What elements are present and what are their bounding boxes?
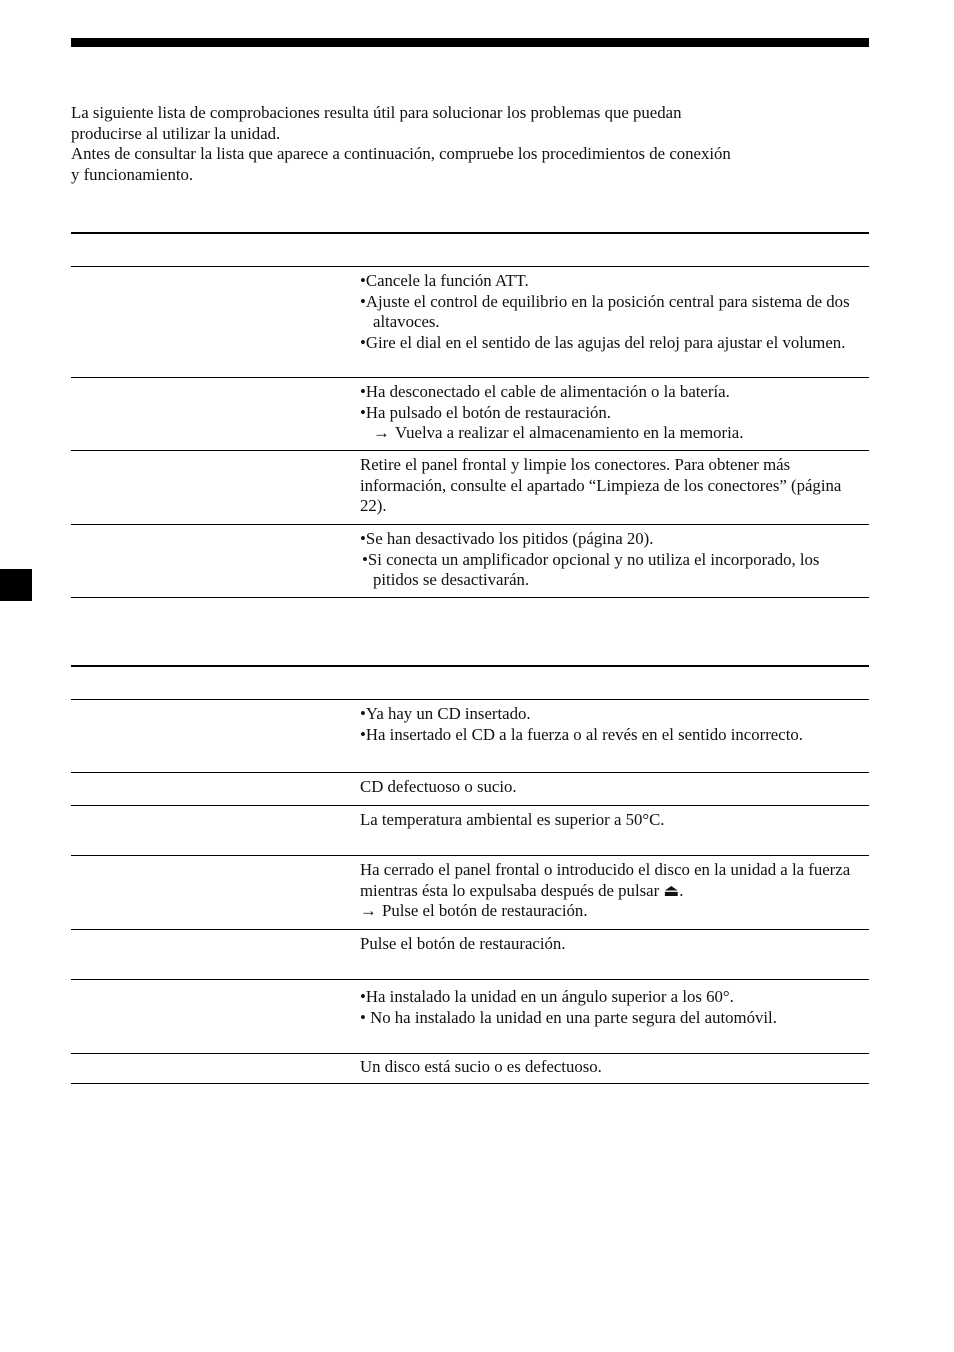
bullet-icon: •: [360, 724, 366, 744]
table-row: [71, 378, 869, 451]
solution-text: Retire el panel frontal y limpie los conectores. Para obtener más información, consulte el apartado “Limpieza de los conectores” (página 22).: [360, 455, 842, 515]
solution-cell: [360, 1057, 866, 1078]
solution-cell: [360, 987, 866, 1028]
solution-text: CD defectuoso o sucio.: [360, 777, 517, 796]
bullet-item: •Gire el dial en el sentido de las agujas del reloj para ajustar el volumen.: [360, 332, 846, 352]
bullet-item: •Ha pulsado el botón de restauración.: [360, 402, 612, 422]
intro-line: Antes de consultar la lista que aparece a continuación, compruebe los procedimientos de conexión: [71, 144, 731, 163]
table-row: [71, 980, 869, 1054]
bullet-icon: •: [360, 402, 366, 422]
solution-cell: [360, 777, 866, 798]
bullet-icon: •: [360, 271, 366, 290]
troubleshooting-table-general: [71, 232, 869, 598]
arrow-item: → Vuelva a realizar el almacenamiento en la memoria.: [373, 423, 744, 442]
bullet-icon: •: [360, 704, 366, 723]
solution-cell: [360, 860, 866, 922]
intro-line: y funcionamiento.: [71, 164, 194, 184]
bullet-icon: •: [360, 987, 366, 1006]
bullet-icon: •: [360, 291, 366, 311]
table-header: [71, 665, 869, 700]
bullet-item: •Ha desconectado el cable de alimentación o la batería.: [360, 382, 730, 401]
table-row: [71, 451, 869, 525]
solution-cell: [360, 529, 866, 591]
table-row: [71, 806, 869, 856]
table-row: [71, 700, 869, 773]
table-row: [71, 773, 869, 806]
bullet-item: •Ya hay un CD insertado.: [360, 704, 531, 723]
bullet-item: •Ha insertado el CD a la fuerza o al revés en el sentido incorrecto.: [360, 724, 803, 744]
solution-cell: [360, 455, 866, 517]
table-row: [71, 267, 869, 378]
table-row: [71, 856, 869, 930]
header-rule: [71, 38, 869, 47]
bullet-icon: •: [360, 529, 366, 548]
section-tab-marker: [0, 569, 32, 601]
table-row: [71, 525, 869, 598]
intro-line: La siguiente lista de comprobaciones resulta útil para solucionar los problemas que puedan: [71, 103, 682, 122]
bullet-icon: •: [360, 332, 366, 352]
table-row: [71, 1054, 869, 1084]
bullet-icon: •: [362, 549, 368, 569]
solution-cell: [360, 934, 866, 955]
bullet-icon: •: [360, 382, 366, 401]
solution-text: Un disco está sucio o es defectuoso.: [360, 1057, 602, 1076]
solution-cell: [360, 810, 866, 831]
bullet-item: •Cancele la función ATT.: [360, 271, 529, 290]
arrow-item: → Pulse el botón de restauración.: [360, 901, 588, 920]
solution-cell: [360, 704, 866, 745]
bullet-item: •Si conecta un amplificador opcional y no utiliza el incorporado, los pitidos se desactivarán.: [362, 549, 820, 589]
intro-paragraph: [71, 103, 871, 185]
solution-text: Ha cerrado el panel frontal o introducido el disco en la unidad a la fuerza mientras ésta lo expulsaba después de pulsar ⏏.: [360, 860, 851, 900]
bullet-icon: •: [360, 1007, 366, 1027]
solution-text: Pulse el botón de restauración.: [360, 934, 566, 953]
troubleshooting-table-cd: [71, 665, 869, 1084]
solution-text: La temperatura ambiental es superior a 50°C.: [360, 810, 665, 829]
arrow-right-icon: →: [360, 901, 377, 920]
bullet-item: • No ha instalado la unidad en una parte segura del automóvil.: [360, 1007, 777, 1027]
table-row: [71, 930, 869, 980]
table-header: [71, 232, 869, 267]
bullet-item: •Ajuste el control de equilibrio en la posición central para sistema de dos altavoces.: [360, 291, 850, 331]
solution-cell: [360, 271, 866, 353]
solution-cell: [360, 382, 866, 444]
bullet-item: •Se han desactivado los pitidos (página 20).: [360, 529, 654, 548]
intro-line: producirse al utilizar la unidad.: [71, 123, 281, 143]
arrow-right-icon: →: [373, 423, 390, 442]
bullet-item: •Ha instalado la unidad en un ángulo superior a los 60°.: [360, 987, 734, 1006]
eject-icon: ⏏: [663, 880, 680, 900]
